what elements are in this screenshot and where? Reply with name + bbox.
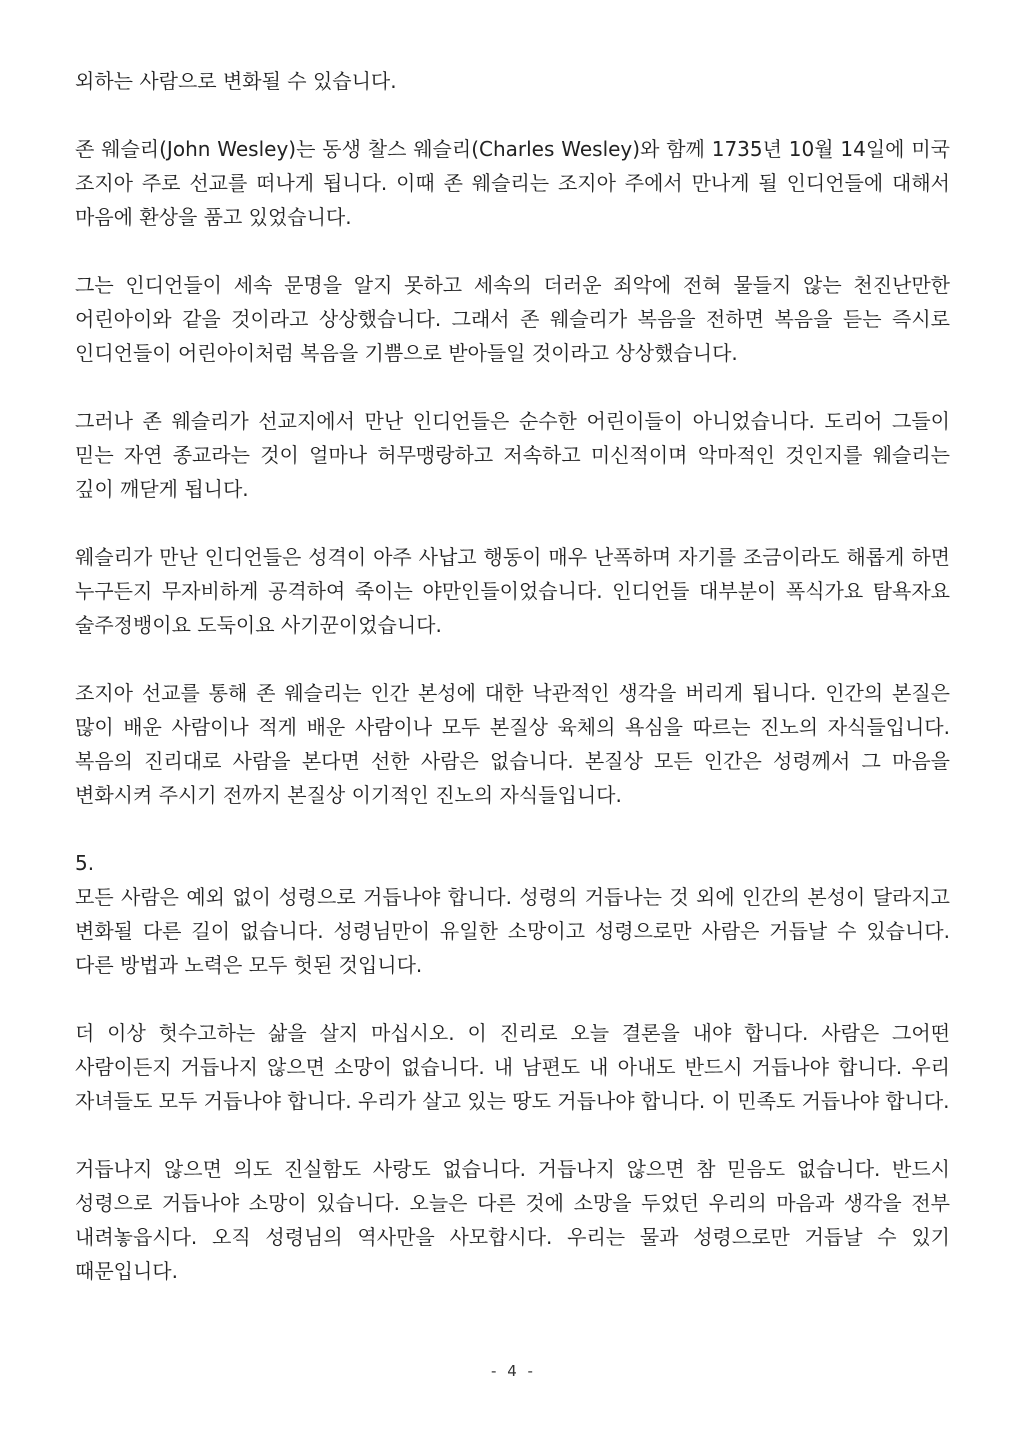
paragraph-reality: 그러나 존 웨슬리가 선교지에서 만난 인디언들은 순수한 어린이들이 아니었습니다. 도리어 그들이 믿는 자연 종교라는 것이 얼마나 허무맹랑하고 저속하고 미신적이며 악마적인 것인지를 웨슬리는 깊이 깨닫게 됩니다.: [75, 409, 950, 501]
paragraph-born-again: 모든 사람은 예외 없이 성령으로 거듭나야 합니다. 성령의 거듭나는 것 외에 인간의 본성이 달라지고 변화될 다른 길이 없습니다. 성령님만이 유일한 소망이고 성령으로만 사람은 거듭날 수 있습니다. 다른 방법과 노력은 모두 헛된 것입니다.: [75, 885, 950, 977]
paragraph-human-nature: 조지아 선교를 통해 존 웨슬리는 인간 본성에 대한 낙관적인 생각을 버리게 됩니다. 인간의 본질은 많이 배운 사람이나 적게 배운 사람이나 모두 본질상 육체의 욕심을 따르는 진노의 자식들입니다. 복음의 진리대로 사람을 본다면 선한 사람은 없습니다. 본질상 모든 인간은 성령께서 그 마음을 변화시켜 주시기 전까지 본질상 이기적인 진노의 자식들입니다.: [75, 681, 950, 807]
page-number: - 4 -: [491, 1362, 533, 1380]
section-number: 5.: [75, 851, 95, 875]
paragraph-continuation: 외하는 사람으로 변화될 수 있습니다.: [75, 69, 397, 93]
paragraph-imagined-indians: 그는 인디언들이 세속 문명을 알지 못하고 세속의 더러운 죄악에 전혀 물들지 않는 천진난만한 어린아이와 같을 것이라고 상상했습니다. 그래서 존 웨슬리가 복음을 전하면 복음을 듣는 즉시로 인디언들이 어린아이처럼 복음을 기쁨으로 받아들일 것이라고 상상했습니다.: [75, 273, 950, 365]
paragraph-conclusion: 더 이상 헛수고하는 삶을 살지 마십시오. 이 진리로 오늘 결론을 내야 합니다. 사람은 그어떤 사람이든지 거듭나지 않으면 소망이 없습니다. 내 남편도 내 아내도 반드시 거듭나야 합니다. 우리 자녀들도 모두 거듭나야 합니다. 우리가 살고 있는 땅도 거듭나야 합니다. 이 민족도 거듭나야 합니다.: [75, 1021, 950, 1113]
body-text: [75, 64, 950, 1322]
paragraph-wesley-mission: 존 웨슬리(John Wesley)는 동생 찰스 웨슬리(Charles Wesley)와 함께 1735년 10월 14일에 미국 조지아 주로 선교를 떠나게 됩니다. 이때 존 웨슬리는 조지아 주에서 만나게 될 인디언들에 대해서 마음에 환상을 품고 있었습니다.: [75, 137, 950, 229]
paragraph-final: 거듭나지 않으면 의도 진실함도 사랑도 없습니다. 거듭나지 않으면 참 믿음도 없습니다. 반드시 성령으로 거듭나야 소망이 있습니다. 오늘은 다른 것에 소망을 두었던 우리의 마음과 생각을 전부 내려놓읍시다. 오직 성령님의 역사만을 사모합시다. 우리는 물과 성령으로만 거듭날 수 있기 때문입니다.: [75, 1157, 950, 1283]
paragraph-indian-character: 웨슬리가 만난 인디언들은 성격이 아주 사납고 행동이 매우 난폭하며 자기를 조금이라도 해롭게 하면 누구든지 무자비하게 공격하여 죽이는 야만인들이었습니다. 인디언들 대부분이 폭식가요 탐욕자요 술주정뱅이요 도둑이요 사기꾼이었습니다.: [75, 545, 950, 637]
